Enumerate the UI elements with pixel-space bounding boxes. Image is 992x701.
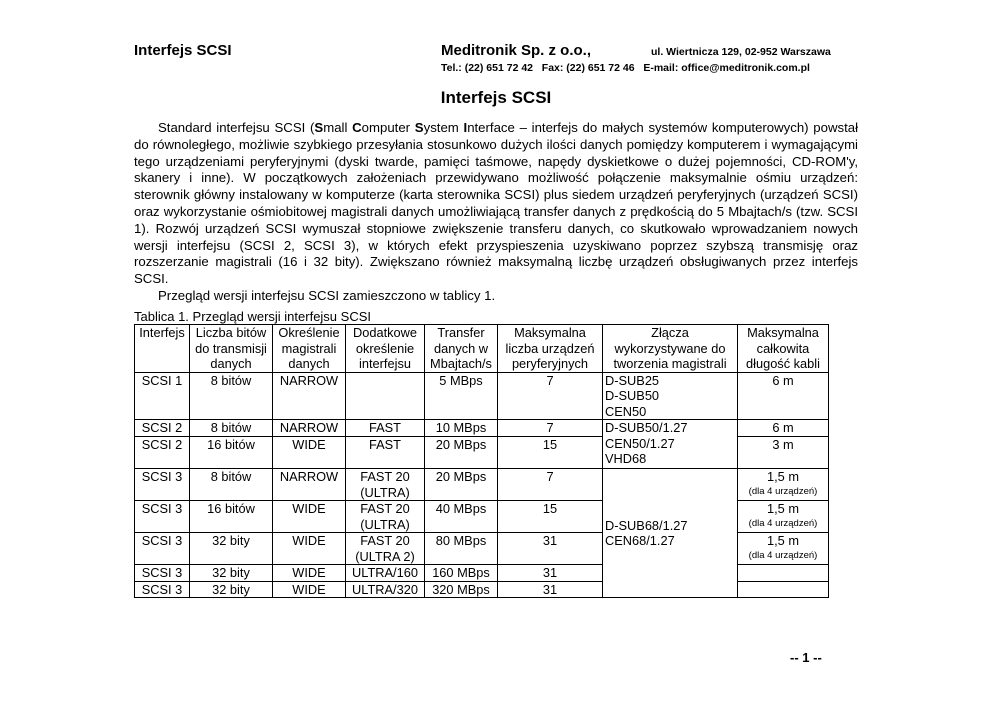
col-connectors: Złącza wykorzystywane do tworzenia magistrali — [603, 325, 738, 373]
table-cell: SCSI 2 — [135, 420, 190, 437]
table-cell: WIDE — [273, 501, 346, 533]
page-number: -- 1 -- — [790, 650, 822, 665]
table-cell: SCSI 3 — [135, 533, 190, 565]
table-cell — [738, 565, 829, 582]
table-cell: 31 — [498, 533, 603, 565]
table-cell: 320 MBps — [425, 581, 498, 598]
connectors-scsi3: D-SUB68/1.27 CEN68/1.27 — [603, 469, 738, 598]
table-cell: 8 bitów — [190, 372, 273, 420]
header-company: Meditronik Sp. z o.o., — [441, 42, 591, 59]
table-cell: 20 MBps — [425, 436, 498, 469]
scsi-versions-table — [134, 324, 829, 598]
table-cell: 32 bity — [190, 581, 273, 598]
table-cell: 3 m — [738, 436, 829, 469]
intro-text — [134, 120, 858, 305]
table-cell: 1,5 m (dla 4 urządzeń) — [738, 501, 829, 533]
table-header-row — [135, 325, 829, 373]
table-cell: 32 bity — [190, 565, 273, 582]
table-cell: 40 MBps — [425, 501, 498, 533]
table-cell: 31 — [498, 565, 603, 582]
table-cell: SCSI 3 — [135, 469, 190, 501]
col-transfer: Transfer danych w Mbajtach/s — [425, 325, 498, 373]
table-cell: 16 bitów — [190, 501, 273, 533]
table-cell: 10 MBps — [425, 420, 498, 437]
table-cell: WIDE — [273, 533, 346, 565]
table-cell: FAST 20 (ULTRA 2) — [346, 533, 425, 565]
table-cell: 1,5 m (dla 4 urządzeń) — [738, 533, 829, 565]
header-address: ul. Wiertnicza 129, 02-952 Warszawa — [651, 46, 831, 58]
table-cell: SCSI 3 — [135, 581, 190, 598]
col-cable-length: Maksymalna całkowita długość kabli — [738, 325, 829, 373]
table-cell: 6 m — [738, 420, 829, 437]
col-bus: Określenie magistrali danych — [273, 325, 346, 373]
table-cell: SCSI 3 — [135, 565, 190, 582]
table-cell: 31 — [498, 581, 603, 598]
table-cell: SCSI 3 — [135, 501, 190, 533]
table-cell: 80 MBps — [425, 533, 498, 565]
table-cell: ULTRA/160 — [346, 565, 425, 582]
table-cell: 7 — [498, 469, 603, 501]
table-cell: WIDE — [273, 436, 346, 469]
table-cell: WIDE — [273, 581, 346, 598]
table-cell: 7 — [498, 420, 603, 437]
table-cell: 8 bitów — [190, 469, 273, 501]
table-cell: 15 — [498, 501, 603, 533]
table-cell: FAST 20 (ULTRA) — [346, 469, 425, 501]
header-left-title: Interfejs SCSI — [134, 42, 232, 59]
table-row — [135, 420, 829, 437]
table-cell: ULTRA/320 — [346, 581, 425, 598]
table-cell: 160 MBps — [425, 565, 498, 582]
table-cell: 32 bity — [190, 533, 273, 565]
table-cell: 16 bitów — [190, 436, 273, 469]
table-cell: NARROW — [273, 372, 346, 420]
table-row — [135, 372, 829, 420]
table-cell: FAST — [346, 420, 425, 437]
table-cell: 15 — [498, 436, 603, 469]
table-cell — [738, 581, 829, 598]
table-cell: SCSI 2 — [135, 436, 190, 469]
table-row — [135, 469, 829, 501]
table-cell: 8 bitów — [190, 420, 273, 437]
table-cell: NARROW — [273, 469, 346, 501]
col-interface: Interfejs — [135, 325, 190, 373]
table-cell: NARROW — [273, 420, 346, 437]
col-extra: Dodatkowe określenie interfejsu — [346, 325, 425, 373]
table-cell: 1,5 m (dla 4 urządzeń) — [738, 469, 829, 501]
table-cell: 6 m — [738, 372, 829, 420]
document-title: Interfejs SCSI — [440, 88, 552, 107]
table-caption: Tablica 1. Przegląd wersji interfejsu SCSI — [134, 309, 371, 324]
table-cell: FAST 20 (ULTRA) — [346, 501, 425, 533]
col-bits: Liczba bitów do transmisji danych — [190, 325, 273, 373]
table-cell: 7 — [498, 372, 603, 420]
table-cell: 20 MBps — [425, 469, 498, 501]
table-cell: WIDE — [273, 565, 346, 582]
connectors-scsi1: D-SUB25 D-SUB50 CEN50 — [603, 372, 738, 420]
table-cell — [346, 372, 425, 420]
connectors-scsi2: D-SUB50/1.27 CEN50/1.27 VHD68 — [603, 420, 738, 469]
intro-paragraph-1: Standard interfejsu SCSI (Small Computer System Interface – interfejs do małych systemów komputerowych) powstał do równoległego, możliwie szybkiego przesyłania stosunkowo dużych ilości danych pomiędzy komputerem i wymagającymi tego urządzeniami peryferyjnymi (dyski twarde, pamięci taśmowe, napędy dyskietkowe o dużej pojemności, CD-ROM'y, skanery i inne). W początkowych założeniach przewidywano możliwość połączenie maksymalnie ośmiu urządzeń: sterownik główny instalowany w komputerze (karta sterownika SCSI) plus siedem urządzeń peryferyjnych (urządzeń SCSI) oraz wykorzystanie ośmiobitowej magistrali danych umożliwiającą transfer danych z prędkością do 5 Mbajtach/s (tzw. SCSI 1). Rozwój urządzeń SCSI wymuszał stopniowe zwiększenie transferu danych, co skutkowało wprowadzaniem nowych wersji interfejsu (SCSI 2, SCSI 3), w których efekt przyspieszenia uzyskiwano poprzez szybszą transmisję oraz rozszerzanie magistrali (16 i 32 bity). Zwiększano również maksymalną liczbę urządzeń obsługiwanych przez interfejs SCSI. — [134, 120, 859, 287]
table-cell: 5 MBps — [425, 372, 498, 420]
header-contact: Tel.: (22) 651 72 42 Fax: (22) 651 72 46 E-mail: office@meditronik.com.pl — [441, 62, 810, 74]
table-cell: FAST — [346, 436, 425, 469]
col-max-devices: Maksymalna liczba urządzeń peryferyjnych — [498, 325, 603, 373]
intro-paragraph-2: Przegląd wersji interfejsu SCSI zamieszczono w tablicy 1. — [158, 287, 496, 303]
table-cell: SCSI 1 — [135, 372, 190, 420]
